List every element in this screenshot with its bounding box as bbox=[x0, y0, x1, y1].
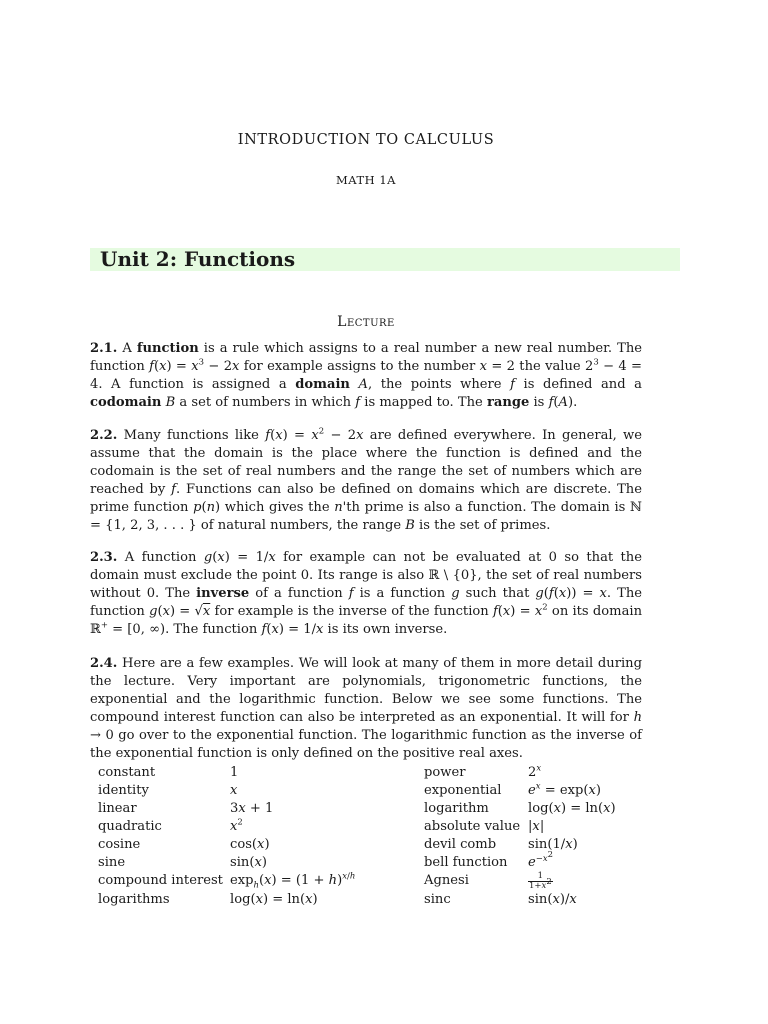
paragraph-number: 2.4. bbox=[90, 656, 118, 671]
function-name: identity bbox=[98, 783, 149, 798]
lecture-heading: Lecture bbox=[337, 314, 395, 330]
table-row bbox=[98, 854, 648, 872]
table-row bbox=[98, 800, 648, 818]
unit-title: Unit 2: Functions bbox=[100, 247, 296, 271]
table-row bbox=[98, 836, 648, 854]
paragraph-number: 2.2. bbox=[90, 428, 118, 443]
function-name: Agnesi bbox=[424, 873, 469, 888]
function-name: linear bbox=[98, 801, 137, 816]
function-formula: $x^2$ bbox=[230, 817, 243, 834]
function-formula: $e^{-x^2}$ bbox=[528, 849, 554, 870]
table-row bbox=[98, 872, 648, 891]
paragraph-number: 2.3. bbox=[90, 550, 118, 565]
document-title: INTRODUCTION TO CALCULUS bbox=[237, 132, 495, 148]
fraction: $\frac{1}{1+x^2}$ bbox=[529, 871, 552, 891]
paragraph-2-3: 2.3. A function g(x) = 1/x for example can not be evaluated at 0 so that the domain must exclude the point 0. Its range is also ℝ \ {0}, the set of real numbers without 0. The inverse of a function f is a function g such that g(f(x)) = x. The function g(x) = √x for example is the inverse of the function $f(x) = x^2$ on its domain ℝ+ = [0, ∞). The function f(x) = 1/x is its own inverse. bbox=[90, 550, 643, 637]
function-formula: |x| bbox=[528, 819, 545, 834]
function-formula: 2$^x$ bbox=[528, 763, 542, 780]
function-formula: sin(x) bbox=[230, 855, 267, 870]
function-name: logarithms bbox=[98, 892, 170, 907]
function-formula: sin(1/x) bbox=[528, 837, 578, 852]
function-name: compound interest bbox=[98, 873, 223, 888]
function-name: bell function bbox=[424, 855, 508, 870]
function-formula bbox=[528, 872, 648, 891]
function-formula: x bbox=[230, 783, 238, 798]
paragraph-2-4: 2.4. Here are a few examples. We will look at many of them in more detail during the lecture. Very important are polynomials, trigonometric functions, the exponential and the logarithmic function. Below we see some functions. The compound interest function can also be interpreted as an exponential. It will for h → 0 go over to the exponential function. The logarithmic function as the inverse of the exponential function is only defined on the positive real axes. bbox=[90, 656, 642, 761]
function-name: cosine bbox=[98, 837, 141, 852]
function-formula: log(x) = ln(x) bbox=[230, 892, 318, 907]
function-name: constant bbox=[98, 765, 156, 780]
unit-banner bbox=[90, 248, 680, 271]
function-name: power bbox=[424, 765, 466, 780]
function-formula: 1 bbox=[230, 765, 239, 780]
function-formula: sin(x)/x bbox=[528, 892, 577, 907]
table-row bbox=[98, 891, 648, 909]
function-formula: $e^x = \exp(x)$ bbox=[528, 781, 601, 798]
table-row bbox=[98, 764, 648, 782]
function-name: devil comb bbox=[424, 837, 497, 852]
table-row bbox=[98, 782, 648, 800]
function-name: sine bbox=[98, 855, 126, 870]
function-name: logarithm bbox=[424, 801, 489, 816]
paragraph-number: 2.1. bbox=[90, 341, 118, 356]
function-name: exponential bbox=[424, 783, 502, 798]
function-formula: cos(x) bbox=[230, 837, 270, 852]
function-name: sinc bbox=[424, 892, 451, 907]
function-formula: 3x + 1 bbox=[230, 801, 274, 816]
function-examples-table bbox=[98, 764, 648, 909]
function-name: absolute value bbox=[424, 819, 521, 834]
paragraph-2-2: 2.2. Many functions like $f(x) = x^2 - 2x$ are defined everywhere. In general, we assume that the domain is the place where the function is defined and the codomain is the set of real numbers and the range the set of numbers which are reached by f. Functions can also be defined on domains which are discrete. The prime function p(n) which gives the n'th prime is also a function. The domain is ℕ = {1, 2, 3, . . . } of natural numbers, the range B is the set of primes. bbox=[90, 426, 643, 533]
paragraph-2-1: 2.1. A function is a rule which assigns to a real number a new real number. The function $f(x) = x^3 - 2x$ for example assigns to the number x = 2 the value $2^3 - 4 = 4$. A function is assigned a domain A, the points where f is defined and a codomain B a set of numbers in which f is mapped to. The range is f(A). bbox=[90, 341, 643, 410]
function-name: quadratic bbox=[98, 819, 162, 834]
function-formula: log(x) = ln(x) bbox=[528, 801, 616, 816]
function-formula: $\exp_h(x) = (1 + h)^{x/h}$ bbox=[230, 871, 356, 891]
document-subtitle: MATH 1A bbox=[336, 173, 396, 187]
table-row bbox=[98, 818, 648, 836]
